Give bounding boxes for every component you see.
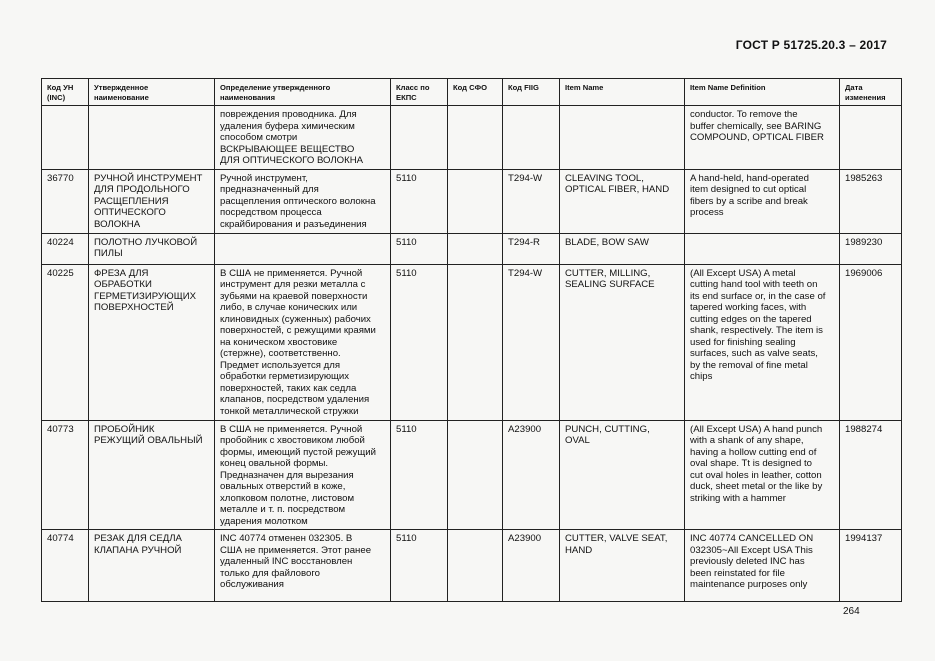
header-col-date: Дата изменения — [840, 79, 902, 106]
approved-name-cell: ФРЕЗА ДЛЯ ОБРАБОТКИ ГЕРМЕТИЗИРУЮЩИХ ПОВЕРХНОСТЕЙ — [89, 264, 215, 420]
ekps-cell: 5110 — [391, 169, 448, 233]
date-cell: 1989230 — [840, 233, 902, 264]
inc-cell: 36770 — [42, 169, 89, 233]
ekps-cell: 5110 — [391, 233, 448, 264]
table-row — [42, 264, 902, 420]
inc-cell: 40773 — [42, 420, 89, 530]
item-name-cell: BLADE, BOW SAW — [560, 233, 685, 264]
sfo-cell — [448, 420, 503, 530]
inc-cell: 40225 — [42, 264, 89, 420]
ekps-cell — [391, 106, 448, 170]
table-row — [42, 420, 902, 530]
item-name-cell: CLEAVING TOOL, OPTICAL FIBER, HAND — [560, 169, 685, 233]
sfo-cell — [448, 169, 503, 233]
date-cell: 1985263 — [840, 169, 902, 233]
approved-name-cell — [89, 106, 215, 170]
classification-table — [41, 78, 902, 602]
sfo-cell — [448, 530, 503, 602]
definition-cell: В США не применяется. Ручной инструмент для резки металла с зубьями на краевой поверхности либо, в случае конических или клиновидных (суженных) рабочих поверхностей, с режущими краями на коническом хвостовике (стержне), соответственно. Предмет используется для обработки герметизирующих поверхностей, таких как седла клапанов, посредством удаления тонкой металлической стружки — [215, 264, 391, 420]
date-cell: 1969006 — [840, 264, 902, 420]
approved-name-cell: ПРОБОЙНИК РЕЖУЩИЙ ОВАЛЬНЫЙ — [89, 420, 215, 530]
ekps-cell: 5110 — [391, 420, 448, 530]
fiig-cell: T294-W — [503, 169, 560, 233]
sfo-cell — [448, 106, 503, 170]
header-col-approved-name: Утвержденное наименование — [89, 79, 215, 106]
item-name-cell: PUNCH, CUTTING, OVAL — [560, 420, 685, 530]
header-col-definition: Определение утвержденного наименования — [215, 79, 391, 106]
item-definition-cell: INC 40774 CANCELLED ON 032305~All Except USA This previously deleted INC has been reinstated for file maintenance purposes only — [685, 530, 840, 602]
item-name-cell — [560, 106, 685, 170]
definition-cell: повреждения проводника. Для удаления буфера химическим способом смотри ВСКРЫВАЮЩЕЕ ВЕЩЕСТВО ДЛЯ ОПТИЧЕСКОГО ВОЛОКНА — [215, 106, 391, 170]
ekps-cell: 5110 — [391, 530, 448, 602]
sfo-cell — [448, 233, 503, 264]
item-definition-cell — [685, 233, 840, 264]
approved-name-cell: ПОЛОТНО ЛУЧКОВОЙ ПИЛЫ — [89, 233, 215, 264]
ekps-cell: 5110 — [391, 264, 448, 420]
item-definition-cell: (All Except USA) A hand punch with a shank of any shape, having a hollow cutting end of oval shape. Tt is designed to cut oval holes in leather, cotton duck, sheet metal or the like by striking with a hammer — [685, 420, 840, 530]
fiig-cell: T294-R — [503, 233, 560, 264]
fiig-cell: A23900 — [503, 530, 560, 602]
definition-cell: В США не применяется. Ручной пробойник с хвостовиком любой формы, имеющий пустой режущий конец овальной формы. Предназначен для вырезания овальных отверстий в коже, хлопковом полотне, листовом металле и т. п. посредством ударения молотком — [215, 420, 391, 530]
inc-cell: 40224 — [42, 233, 89, 264]
inc-cell: 40774 — [42, 530, 89, 602]
table-row — [42, 530, 902, 602]
definition-cell: Ручной инструмент, предназначенный для расщепления оптического волокна посредством процесса скрайбирования и разъединения — [215, 169, 391, 233]
header-col-sfo: Код СФО — [448, 79, 503, 106]
definition-cell: INC 40774 отменен 032305. В США не применяется. Этот ранее удаленный INC восстановлен только для файлового обслуживания — [215, 530, 391, 602]
date-cell — [840, 106, 902, 170]
definition-cell — [215, 233, 391, 264]
header-col-item-name: Item Name — [560, 79, 685, 106]
page-number: 264 — [843, 606, 860, 617]
approved-name-cell: РЕЗАК ДЛЯ СЕДЛА КЛАПАНА РУЧНОЙ — [89, 530, 215, 602]
inc-cell — [42, 106, 89, 170]
item-definition-cell: conductor. To remove the buffer chemically, see BARING COMPOUND, OPTICAL FIBER — [685, 106, 840, 170]
date-cell: 1988274 — [840, 420, 902, 530]
header-col-inc: Код УН (INC) — [42, 79, 89, 106]
item-definition-cell: (All Except USA) A metal cutting hand tool with teeth on its end surface or, in the case of tapered working faces, with cutting edges on the tapered shank, respectively. The item is used for finishing sealing surfaces, such as valve seats, by the removal of fine metal chips — [685, 264, 840, 420]
header-col-fiig: Код FIIG — [503, 79, 560, 106]
item-definition-cell: A hand-held, hand-operated item designed to cut optical fibers by a scribe and break process — [685, 169, 840, 233]
table-row — [42, 106, 902, 170]
fiig-cell — [503, 106, 560, 170]
header-col-ekps: Класс по ЕКПС — [391, 79, 448, 106]
table-row — [42, 169, 902, 233]
table-header-row — [42, 79, 902, 106]
header-col-item-definition: Item Name Definition — [685, 79, 840, 106]
approved-name-cell: РУЧНОЙ ИНСТРУМЕНТ ДЛЯ ПРОДОЛЬНОГО РАСЩЕПЛЕНИЯ ОПТИЧЕСКОГО ВОЛОКНА — [89, 169, 215, 233]
item-name-cell: CUTTER, VALVE SEAT, HAND — [560, 530, 685, 602]
item-name-cell: CUTTER, MILLING, SEALING SURFACE — [560, 264, 685, 420]
fiig-cell: T294-W — [503, 264, 560, 420]
sfo-cell — [448, 264, 503, 420]
fiig-cell: A23900 — [503, 420, 560, 530]
document-header: ГОСТ Р 51725.20.3 – 2017 — [735, 38, 887, 52]
table-row — [42, 233, 902, 264]
date-cell: 1994137 — [840, 530, 902, 602]
